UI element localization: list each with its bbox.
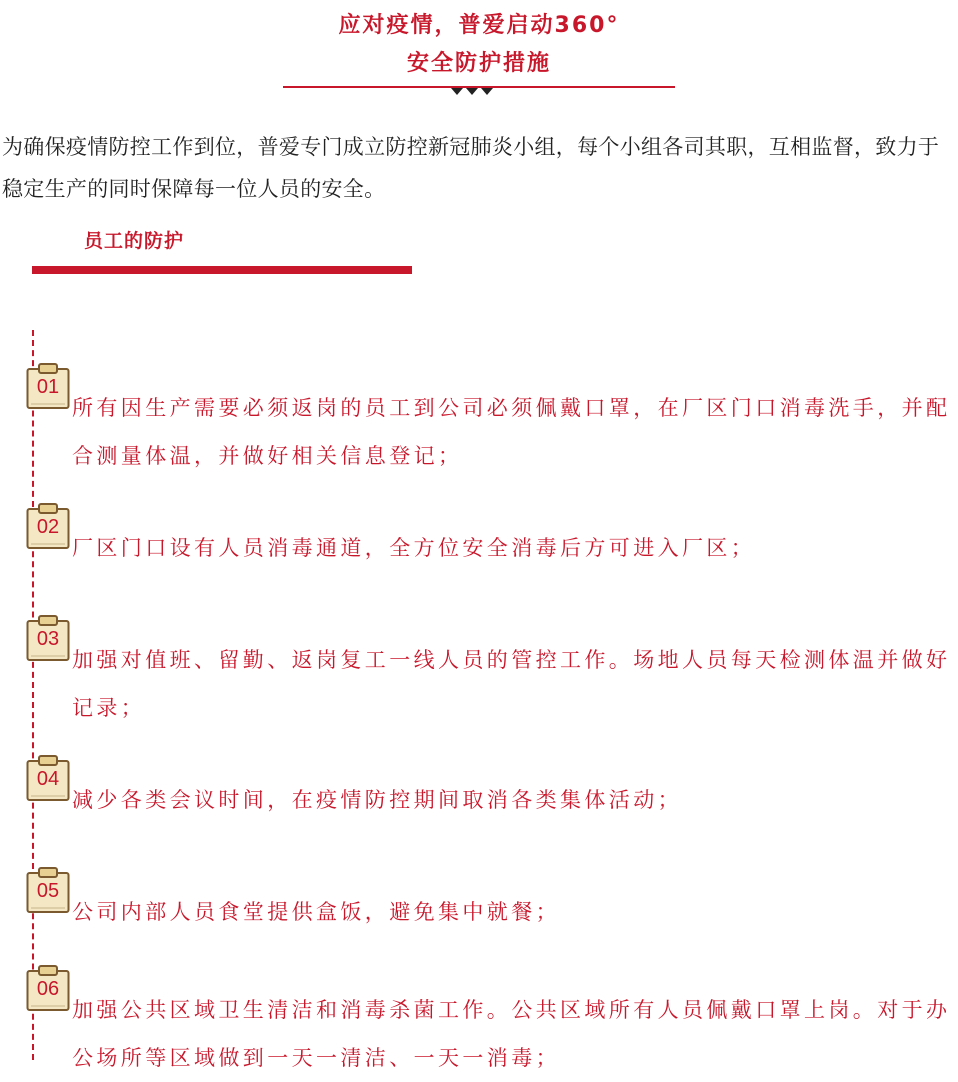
intro-paragraph: 为确保疫情防控工作到位，普爱专门成立防控新冠肺炎小组，每个小组各司其职，互相监督，致力于稳定生产的同时保障每一位人员的安全。 [2,135,940,201]
page-title-line-2: 安全防护措施 [406,51,551,76]
item-number: 05 [36,880,60,902]
page-title-line-1: 应对疫情，普爱启动360° [338,13,620,38]
clipboard-icon [26,866,70,914]
chevron-down-icon [451,88,493,95]
item-number: 04 [36,768,60,790]
clipboard-icon [26,614,70,662]
item-text: 公司内部人员食堂提供盒饭，避免集中就餐； [72,900,560,924]
clipboard-icon [26,754,70,802]
clipboard-icon [26,964,70,1012]
section-underline [32,266,412,274]
item-text: 加强对值班、留勤、返岗复工一线人员的管控工作。场地人员每天检测体温并做好记录； [72,648,951,720]
clipboard-icon [26,502,70,550]
clipboard-icon [26,362,70,410]
item-number: 02 [36,516,60,538]
item-text: 减少各类会议时间，在疫情防控期间取消各类集体活动； [72,788,682,812]
timeline-dashed-line [32,330,34,1060]
item-number: 01 [36,376,60,398]
section-title: 员工的防护 [84,230,185,252]
item-number: 06 [36,978,60,1000]
item-text: 厂区门口设有人员消毒通道，全方位安全消毒后方可进入厂区； [72,536,756,560]
item-number: 03 [36,628,60,650]
item-text: 所有因生产需要必须返岗的员工到公司必须佩戴口罩，在厂区门口消毒洗手，并配合测量体温，并做好相关信息登记； [72,396,951,468]
title-divider [283,81,675,97]
item-text: 加强公共区域卫生清洁和消毒杀菌工作。公共区域所有人员佩戴口罩上岗。对于办公场所等区域做到一天一清洁、一天一消毒； [72,998,951,1070]
